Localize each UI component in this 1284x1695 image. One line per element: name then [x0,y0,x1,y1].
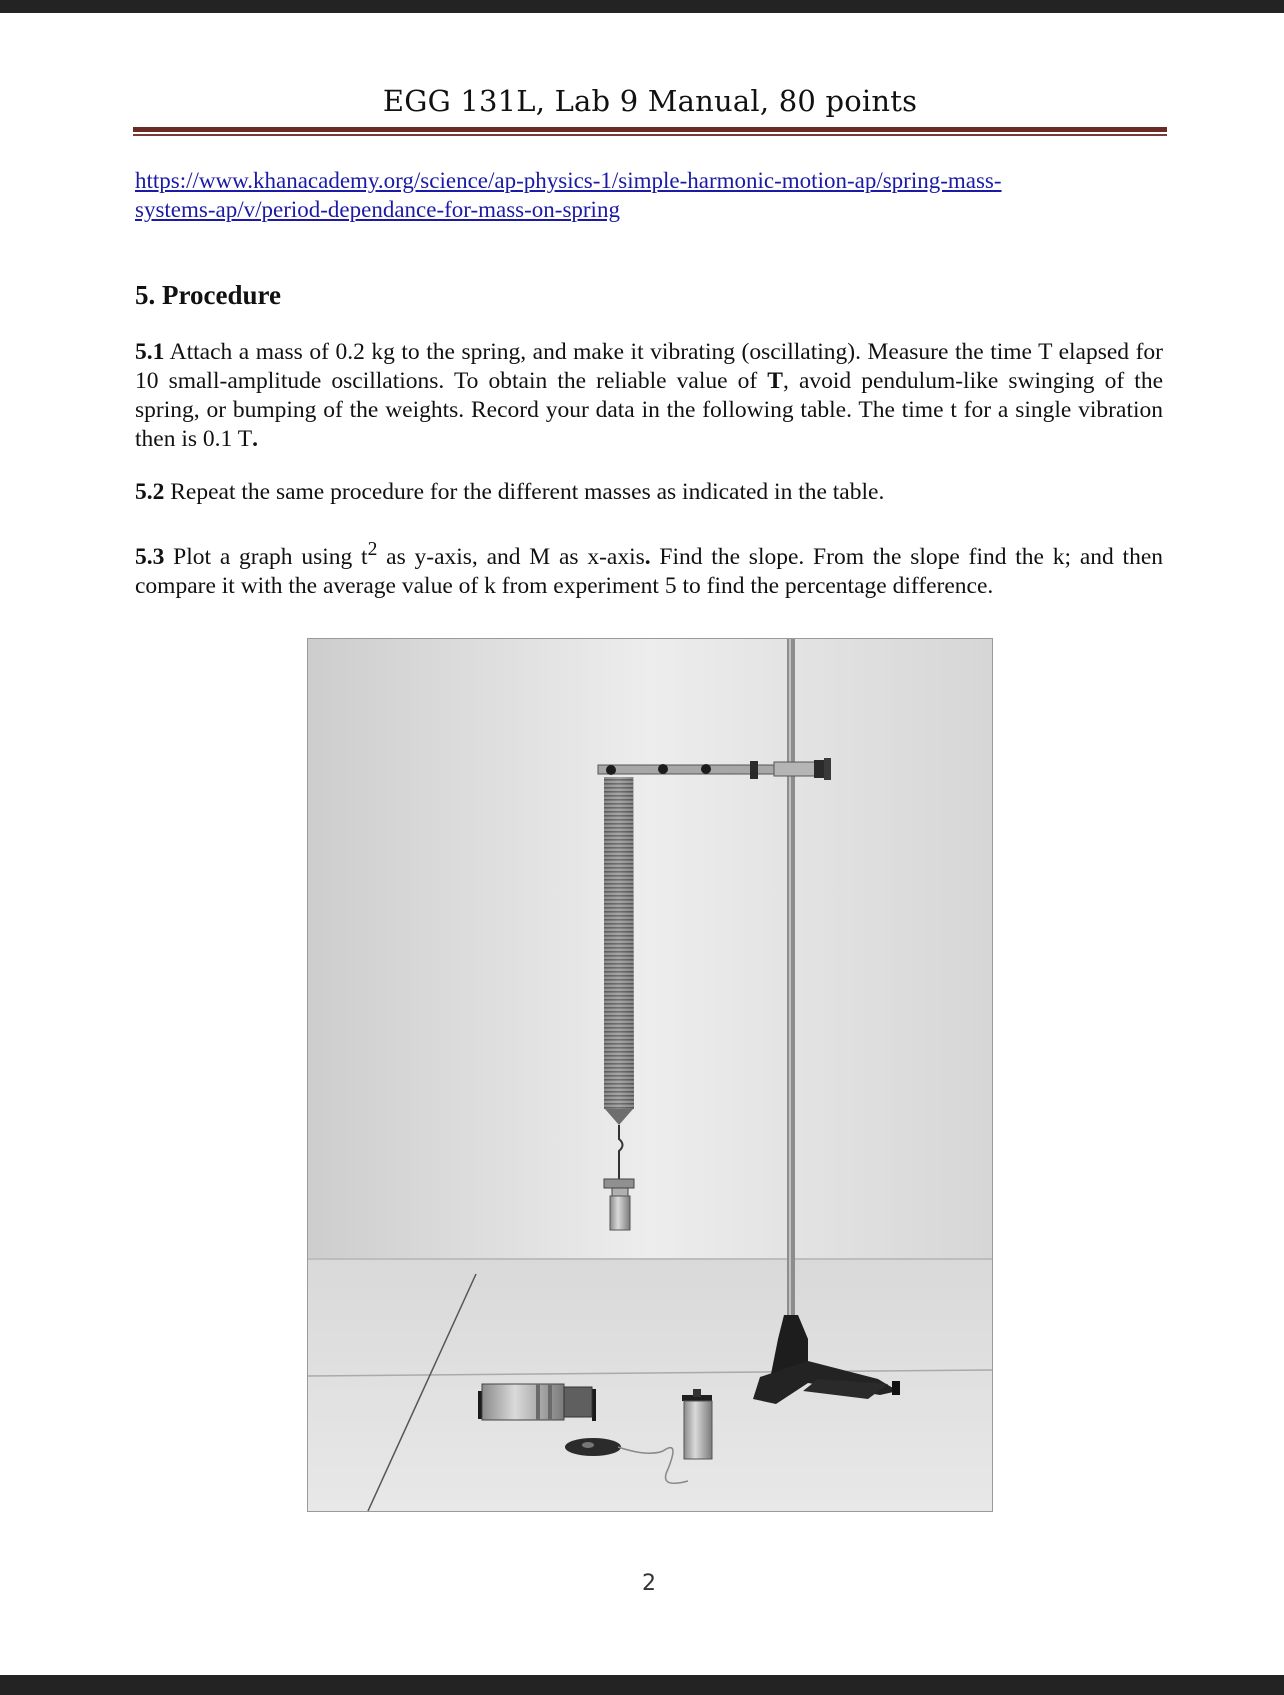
step-5-3-text-c: Find the slope. From the slope find the k; and then compare it with the average value of k from experiment 5 to find the percentage difference. [135,543,1163,599]
step-5-2-text: Repeat the same procedure for the different masses as indicated in the table. [164,479,885,505]
top-dark-bar [0,0,1284,13]
apparatus-photo-icon [308,639,992,1511]
header-rule-thin [133,134,1167,136]
spring-mass-apparatus-photo [307,638,993,1512]
step-5-1-text-b: , avoid pendulum-like swinging of the spring, or bumping of the weights. Record your data in the following table. The time t for a single vibration then is 0.1 T [135,368,1163,452]
step-5-1-period: . [252,426,258,452]
page-header-title: EGG 131L, Lab 9 Manual, 80 points [382,84,918,118]
step-5-1-label: 5.1 [135,339,165,365]
reference-link[interactable] [135,166,1175,224]
step-5-1-text-a: Attach a mass of 0.2 kg to the spring, and make it vibrating (oscillating). Measure the time T elapsed for 10 small-amplitude oscillations. To obtain the reliable value of [135,339,1163,394]
step-5-2-paragraph [135,478,1163,507]
section-heading-procedure: 5. Procedure [135,280,281,310]
step-5-3-superscript: 2 [367,539,378,560]
step-5-3-text-a: Plot a graph using t [164,543,368,570]
step-5-1-paragraph [135,338,1163,454]
header-rule-thick [133,127,1167,132]
step-5-3-period: . [644,543,651,570]
reference-link-line-1[interactable]: https://www.khanacademy.org/science/ap-physics-1/simple-harmonic-motion-ap/spring-mass- [135,168,1002,193]
step-5-3-paragraph [135,535,1163,601]
page-number: 2 [642,1571,656,1596]
reference-link-line-2[interactable]: systems-ap/v/period-dependance-for-mass-on-spring [135,197,620,222]
step-5-3-label: 5.3 [135,543,165,570]
step-5-3-text-b: as y-axis, and M as x-axis [377,543,645,570]
bottom-dark-bar [0,1675,1284,1695]
step-5-2-label: 5.2 [135,479,165,505]
step-5-1-bold-t: T [767,368,783,394]
